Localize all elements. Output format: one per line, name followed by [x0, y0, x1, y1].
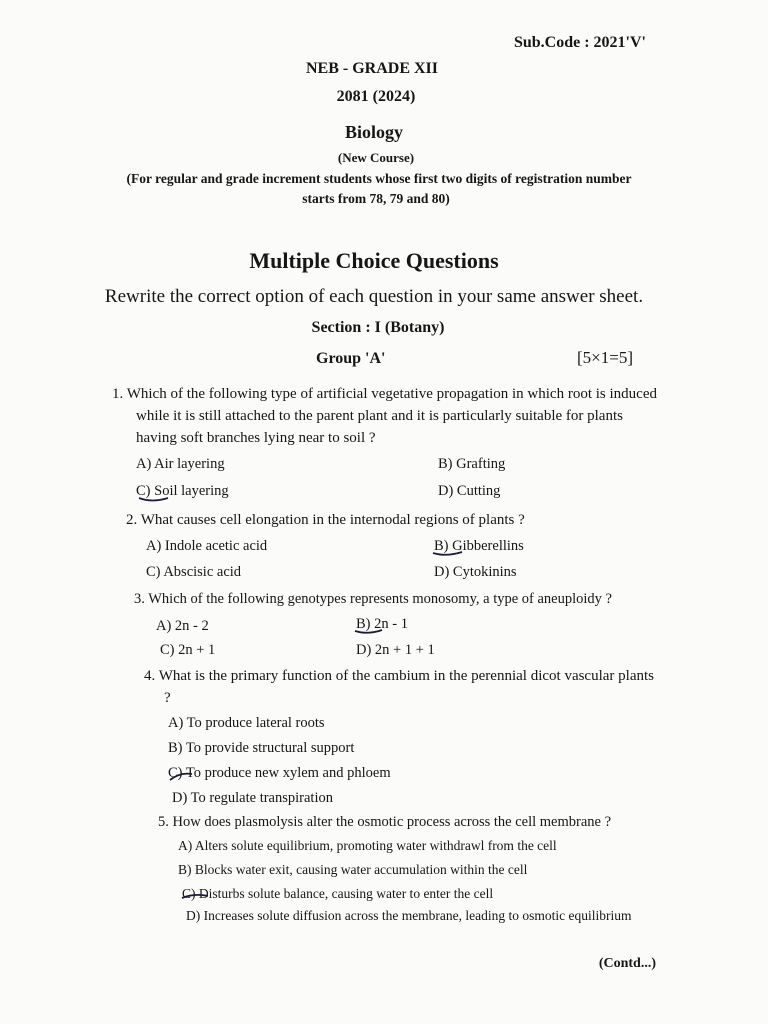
q1-option-a: A) Air layering [136, 456, 225, 472]
q5-option-b: B) Blocks water exit, causing water accumulation within the cell [178, 862, 528, 877]
q5-option-a: A) Alters solute equilibrium, promoting water withdrawl from the cell [178, 838, 557, 853]
q4-option-c: C) To produce new xylem and phloem [168, 765, 391, 781]
q2-option-b: B) Gibberellins [434, 538, 524, 554]
q1-option-d: D) Cutting [438, 483, 501, 499]
q3-option-d: D) 2n + 1 + 1 [356, 642, 435, 658]
exam-year: 2081 (2024) [336, 88, 416, 105]
q1-answer-mark [139, 498, 168, 501]
continued-label: (Contd...) [598, 956, 656, 971]
question-5-stem: 5. How does plasmolysis alter the osmotic process across the cell membrane ? [158, 814, 612, 830]
question-3-stem: 3. Which of the following genotypes represents monosomy, a type of aneuploidy ? [134, 591, 612, 607]
instruction-text: Rewrite the correct option of each question in your same answer sheet. [104, 286, 644, 307]
q1-option-c: C) Soil layering [136, 483, 229, 499]
q3-answer-mark [355, 630, 382, 633]
eligibility-line-2: starts from 78, 79 and 80) [302, 191, 450, 206]
q2-option-a: A) Indole acetic acid [146, 538, 268, 554]
q4-answer-mark [170, 774, 192, 780]
board-grade: NEB - GRADE XII [305, 60, 438, 77]
q2-option-d: D) Cytokinins [434, 564, 517, 580]
eligibility-line-1: (For regular and grade increment students whose first two digits of registration number [126, 171, 632, 186]
q3-option-b: B) 2n - 1 [356, 616, 408, 632]
subject-code: Sub.Code : 2021'V' [513, 34, 646, 51]
q1-option-b: B) Grafting [438, 456, 506, 472]
subject-title: Biology [344, 122, 403, 142]
q4-option-d: D) To regulate transpiration [172, 790, 333, 806]
group-label: Group 'A' [316, 350, 386, 367]
q5-answer-mark [182, 895, 208, 898]
marks-label: [5×1=5] [577, 348, 633, 367]
course-label: (New Course) [337, 150, 415, 165]
q4-option-a: A) To produce lateral roots [168, 715, 325, 731]
section-label: Section : I (Botany) [311, 319, 445, 336]
question-1-stem: 1. Which of the following type of artificial vegetative propagation in which root is induced while it is still attached to the parent plant and it is particularly suitable for plants having soft branches lying near to soil ? [112, 386, 657, 446]
q3-option-c: C) 2n + 1 [160, 642, 216, 658]
q2-option-c: C) Abscisic acid [146, 564, 242, 580]
mcq-title: Multiple Choice Questions [249, 248, 499, 273]
q4-option-b: B) To provide structural support [168, 740, 355, 756]
question-2-stem: 2. What causes cell elongation in the internodal regions of plants ? [126, 512, 525, 528]
q5-option-c: C) Disturbs solute balance, causing water to enter the cell [182, 886, 494, 901]
question-4-stem: 4. What is the primary function of the cambium in the perennial dicot vascular plants ? [144, 668, 654, 706]
q3-option-a: A) 2n - 2 [156, 618, 209, 634]
q2-answer-mark [433, 552, 462, 555]
q5-option-d: D) Increases solute diffusion across the membrane, leading to osmotic equilibrium [186, 908, 632, 923]
